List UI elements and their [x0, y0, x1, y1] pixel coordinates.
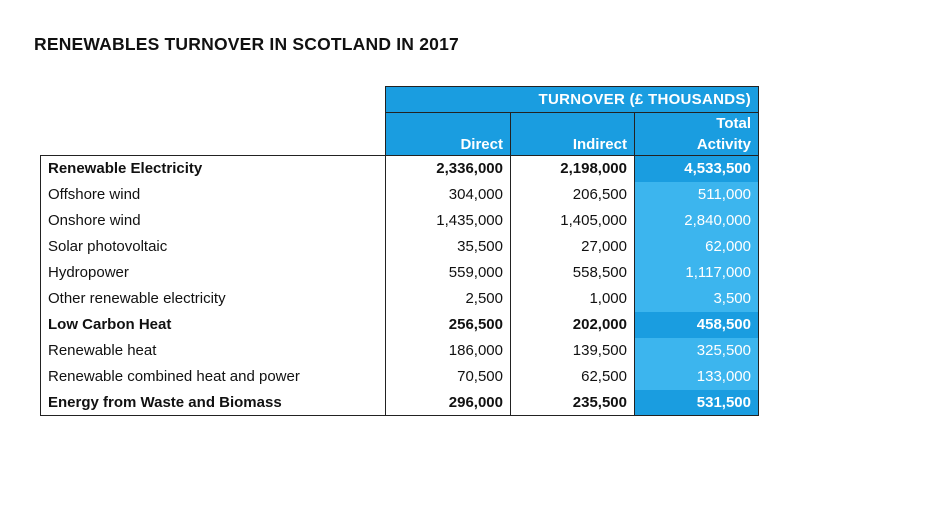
cell-direct: 70,500 [386, 364, 511, 390]
table-row [41, 260, 759, 286]
table-title: RENEWABLES TURNOVER IN SCOTLAND IN 2017 [34, 34, 459, 54]
empty-corner [41, 87, 386, 113]
table-row [41, 286, 759, 312]
row-label: Renewable combined heat and power [41, 364, 386, 390]
cell-direct: 35,500 [386, 234, 511, 260]
cell-indirect: 62,500 [511, 364, 635, 390]
cell-indirect: 139,500 [511, 338, 635, 364]
cell-total-activity: 325,500 [635, 338, 759, 364]
table-row [41, 338, 759, 364]
cell-indirect: 1,405,000 [511, 208, 635, 234]
cell-direct: 296,000 [386, 390, 511, 416]
column-header-line: Indirect [572, 136, 627, 153]
cell-indirect: 2,198,000 [511, 156, 635, 182]
cell-indirect: 1,000 [511, 286, 635, 312]
cell-direct: 1,435,000 [386, 208, 511, 234]
turnover-header: TURNOVER (£ THOUSANDS) [386, 87, 759, 113]
cell-direct: 186,000 [386, 338, 511, 364]
table-row [41, 182, 759, 208]
row-label: Energy from Waste and Biomass [41, 390, 386, 416]
cell-direct: 256,500 [386, 312, 511, 338]
row-label: Offshore wind [41, 182, 386, 208]
cell-total-activity: 3,500 [635, 286, 759, 312]
table-row [41, 156, 759, 182]
row-label: Other renewable electricity [41, 286, 386, 312]
cell-indirect: 206,500 [511, 182, 635, 208]
cell-indirect: 202,000 [511, 312, 635, 338]
column-header-line: Activity [696, 136, 751, 153]
table-row [41, 208, 759, 234]
cell-direct: 304,000 [386, 182, 511, 208]
cell-total-activity: 458,500 [635, 312, 759, 338]
column-header-line: Direct [460, 136, 503, 153]
column-header-direct [386, 113, 511, 156]
cell-total-activity: 2,840,000 [635, 208, 759, 234]
row-label: Solar photovoltaic [41, 234, 386, 260]
column-header-row [41, 113, 759, 156]
table-row [41, 390, 759, 416]
empty-corner-2 [41, 113, 386, 156]
cell-total-activity: 133,000 [635, 364, 759, 390]
cell-total-activity: 531,500 [635, 390, 759, 416]
group-header-row [41, 87, 759, 113]
table-row [41, 234, 759, 260]
cell-indirect: 235,500 [511, 390, 635, 416]
cell-total-activity: 1,117,000 [635, 260, 759, 286]
row-label: Hydropower [41, 260, 386, 286]
row-label: Low Carbon Heat [41, 312, 386, 338]
cell-indirect: 558,500 [511, 260, 635, 286]
column-header-line: Total [716, 115, 751, 132]
cell-indirect: 27,000 [511, 234, 635, 260]
cell-total-activity: 4,533,500 [635, 156, 759, 182]
turnover-table [40, 86, 759, 416]
cell-total-activity: 62,000 [635, 234, 759, 260]
column-header-indirect [511, 113, 635, 156]
table-row [41, 364, 759, 390]
cell-direct: 2,500 [386, 286, 511, 312]
row-label: Renewable Electricity [41, 156, 386, 182]
row-label: Onshore wind [41, 208, 386, 234]
column-header-total-activity [635, 113, 759, 156]
cell-direct: 2,336,000 [386, 156, 511, 182]
cell-direct: 559,000 [386, 260, 511, 286]
row-label: Renewable heat [41, 338, 386, 364]
cell-total-activity: 511,000 [635, 182, 759, 208]
table-row [41, 312, 759, 338]
